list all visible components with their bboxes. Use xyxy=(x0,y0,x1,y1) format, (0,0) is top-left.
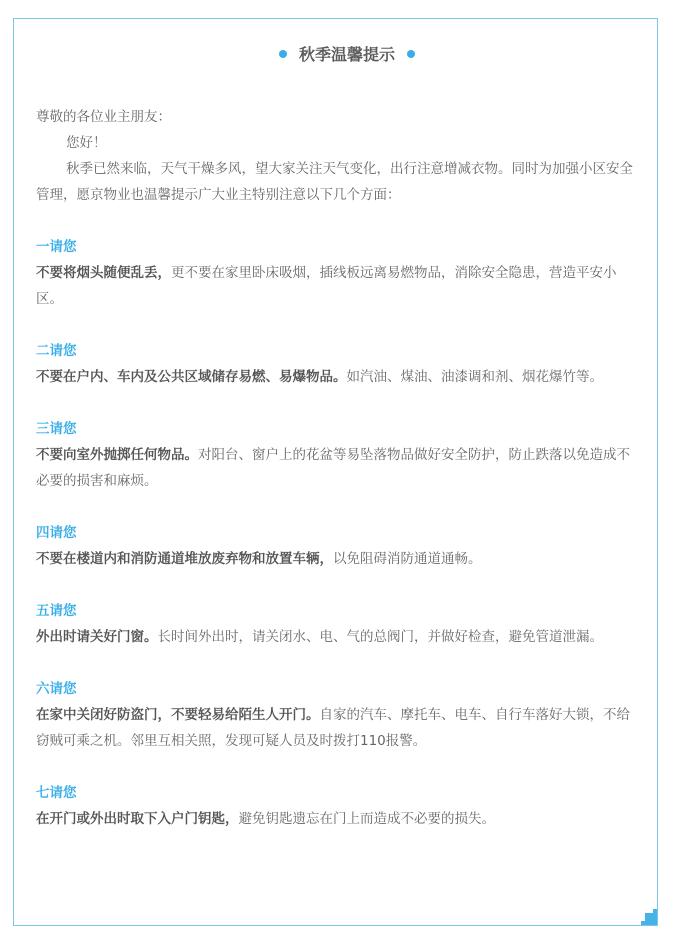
section-title: 四请您 xyxy=(36,525,77,541)
section-title: 三请您 xyxy=(36,421,77,437)
section-body-text: 以免阻碍消防通道通畅。 xyxy=(333,551,482,567)
section-title: 五请您 xyxy=(36,603,77,619)
section-body-text: 自家的汽车、摩托车、电车、自行车落好大锁，不给窃贼可乘之机。邻里互相关照，发现可疑人员及时拨打110报警。 xyxy=(36,707,630,749)
section-text xyxy=(36,546,636,572)
page-title-row xyxy=(0,40,694,70)
section-bold-text: 在家中关闭好防盗门，不要轻易给陌生人开门。 xyxy=(36,707,320,723)
section-1 xyxy=(36,234,636,312)
corner-decoration-step-top xyxy=(653,909,657,913)
section-3 xyxy=(36,416,636,494)
section-body-text: 如汽油、煤油、油漆调和剂、烟花爆竹等。 xyxy=(346,369,603,385)
section-body-text: 长时间外出时，请关闭水、电、气的总阀门，并做好检查，避免管道泄漏。 xyxy=(157,629,603,645)
section-text xyxy=(36,702,636,754)
hello-line: 您好！ xyxy=(66,135,107,151)
section-text xyxy=(36,806,636,832)
section-6 xyxy=(36,676,636,754)
section-4 xyxy=(36,520,636,572)
section-text xyxy=(36,442,636,494)
section-5 xyxy=(36,598,636,650)
section-title: 一请您 xyxy=(36,239,77,255)
greeting: 尊敬的各位业主朋友： xyxy=(36,109,171,125)
section-7 xyxy=(36,780,636,832)
section-title: 二请您 xyxy=(36,343,77,359)
corner-decoration-step xyxy=(641,921,645,925)
notice-body xyxy=(36,104,636,832)
page-title: 秋季温馨提示 xyxy=(298,45,395,64)
section-text xyxy=(36,260,636,312)
bullet-dot-left-icon xyxy=(279,50,287,58)
intro-paragraph: 秋季已然来临，天气干燥多风，望大家关注天气变化，出行注意增减衣物。同时为加强小区安全管理，愿京物业也温馨提示广大业主特别注意以下几个方面： xyxy=(36,161,633,203)
section-title: 七请您 xyxy=(36,785,77,801)
section-bold-text: 不要向室外抛掷任何物品。 xyxy=(36,447,198,463)
section-bold-text: 外出时请关好门窗。 xyxy=(36,629,158,645)
bullet-dot-right-icon xyxy=(407,50,415,58)
section-text xyxy=(36,364,636,390)
section-2 xyxy=(36,338,636,390)
corner-decoration xyxy=(645,913,657,925)
section-body-text: 避免钥匙遗忘在门上而造成不必要的损失。 xyxy=(238,811,495,827)
section-body-text: 对阳台、窗户上的花盆等易坠落物品做好安全防护，防止跌落以免造成不必要的损害和麻烦。 xyxy=(36,447,630,489)
section-bold-text: 不要在户内、车内及公共区域储存易燃、易爆物品。 xyxy=(36,369,347,385)
section-text xyxy=(36,624,636,650)
section-body-text: 更不要在家里卧床吸烟，插线板远离易燃物品，消除安全隐患，营造平安小区。 xyxy=(36,265,617,307)
section-bold-text: 在开门或外出时取下入户门钥匙， xyxy=(36,811,239,827)
section-bold-text: 不要在楼道内和消防通道堆放废弃物和放置车辆， xyxy=(36,551,333,567)
section-title: 六请您 xyxy=(36,681,77,697)
section-bold-text: 不要将烟头随便乱丢， xyxy=(36,265,171,281)
